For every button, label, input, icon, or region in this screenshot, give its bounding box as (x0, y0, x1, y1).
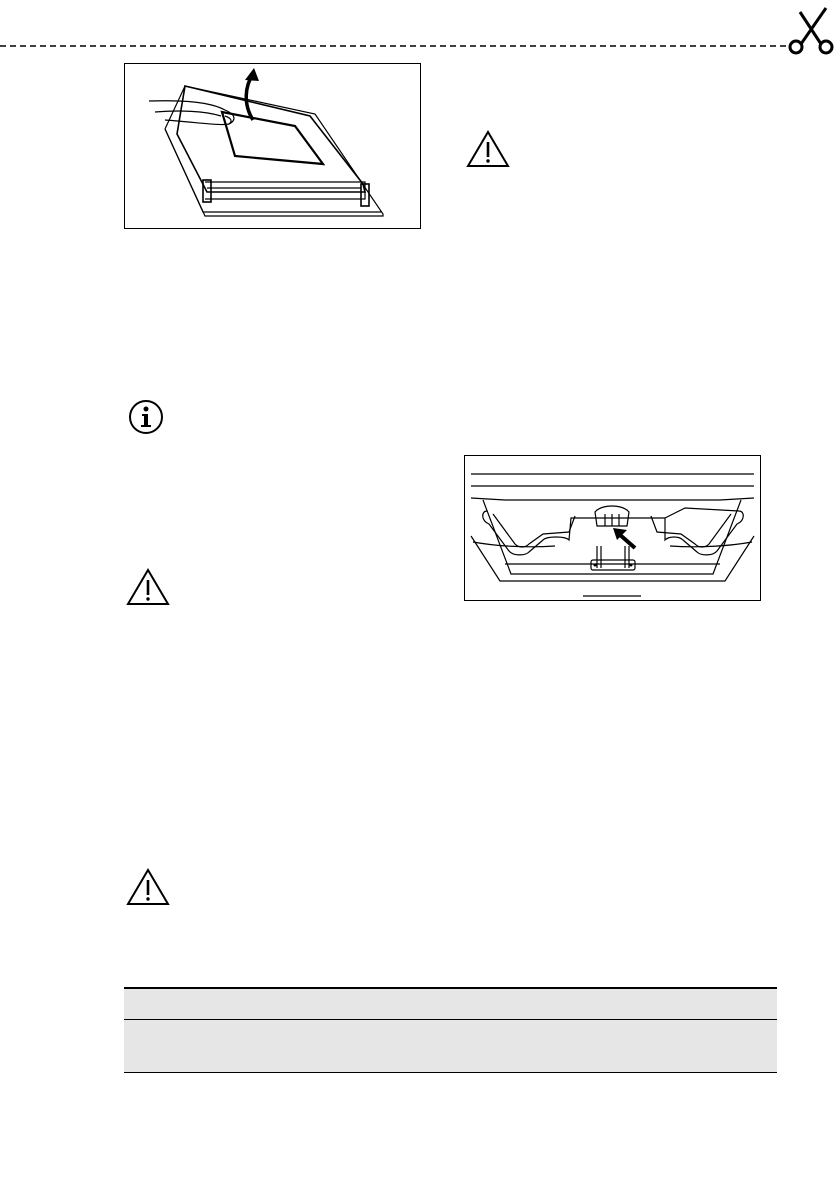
grill-heating-element-illustration (465, 456, 760, 600)
specification-table (124, 987, 777, 1073)
table-row (124, 1020, 777, 1073)
scissors-cut-mark (0, 0, 839, 60)
warning-triangle-icon (126, 568, 170, 606)
scissors-icon (0, 0, 839, 60)
warning-triangle-icon (466, 130, 510, 168)
info-circle-icon (128, 399, 164, 435)
door-glass-removal-figure (124, 63, 421, 229)
table-header (124, 987, 777, 1020)
door-glass-removal-illustration (125, 64, 420, 228)
heating-element-figure (464, 455, 761, 601)
warning-triangle-icon (126, 868, 170, 906)
